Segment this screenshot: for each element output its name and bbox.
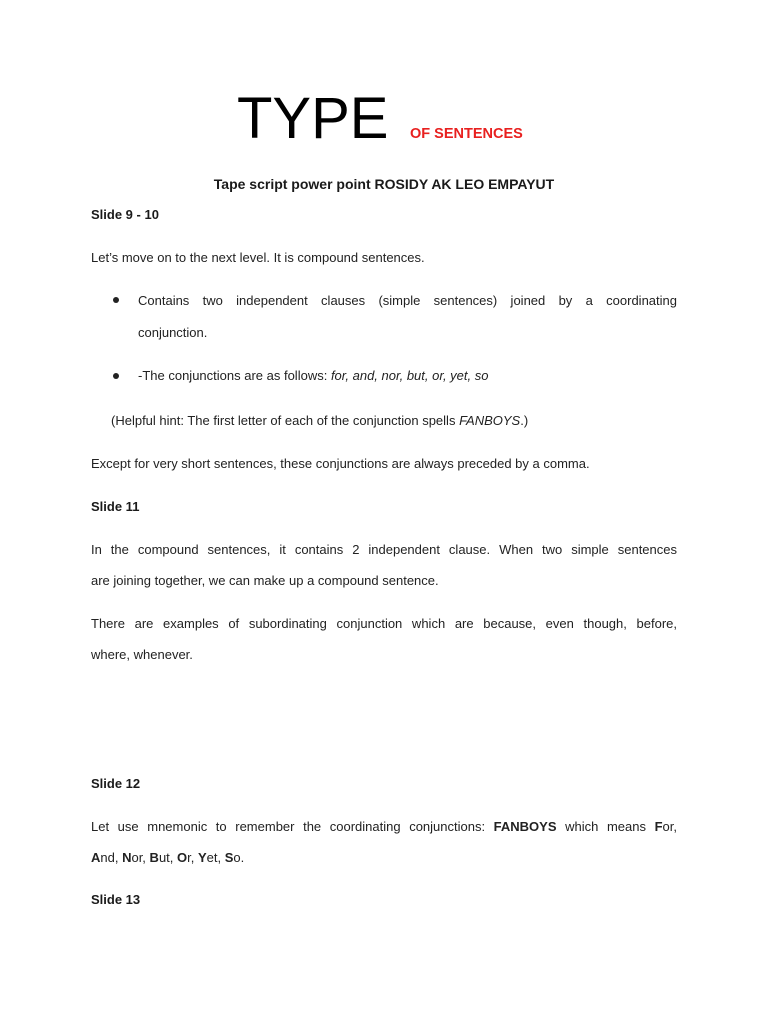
slide-11-heading: Slide 11 [91, 499, 140, 514]
page-title: TYPE [237, 86, 389, 151]
letter-a-rest: nd, [100, 850, 123, 865]
letter-f-rest: or, [662, 819, 677, 834]
letter-s: S [224, 850, 234, 865]
letter-a: A [91, 850, 101, 865]
slide-11-para-1-line-2: are joining together, we can make up a compound sentence. [91, 573, 439, 588]
except-paragraph: Except for very short sentences, these conjunctions are always preceded by a comma. [91, 456, 590, 471]
letter-n-rest: or, [131, 850, 150, 865]
letter-b-rest: ut, [158, 850, 178, 865]
bullet-2-conjunction-list: for, and, nor, but, or, yet, so [330, 368, 489, 383]
bullet-1-line-1: Contains two independent clauses (simple sentences) joined by a coordinating [138, 293, 677, 308]
slide-11-para-1-line-1: In the compound sentences, it contains 2 independent clause. When two simple sentences [91, 542, 677, 557]
slide-12-prefix: Let use mnemonic to remember the coordinating conjunctions: [91, 819, 494, 834]
letter-f: F [654, 819, 663, 834]
letter-s-rest: o. [233, 850, 245, 865]
page-title-suffix: OF SENTENCES [410, 126, 523, 142]
slide-12-fanboys: FANBOYS [493, 819, 557, 834]
hint-suffix: .) [520, 413, 529, 428]
slide-11-para-2-line-1: There are examples of subordinating conjunction which are because, even though, before, [91, 616, 677, 631]
bullet-1-line-2: conjunction. [138, 325, 208, 340]
slide-13-heading: Slide 13 [91, 892, 141, 907]
letter-y-rest: et, [206, 850, 225, 865]
document-subtitle: Tape script power point ROSIDY AK LEO EMPAYUT [213, 176, 555, 192]
letter-n: N [122, 850, 132, 865]
slide-12-line-1 [91, 818, 677, 836]
letter-y: Y [197, 850, 207, 865]
bullet-2-text [138, 367, 677, 385]
slide-12-mid: which means [556, 819, 655, 834]
hint-fanboys: FANBOYS [459, 413, 521, 428]
slide-12-line-2 [91, 849, 677, 867]
bullet-2-prefix: -The conjunctions are as follows: [138, 368, 331, 383]
slide-9-10-intro: Let’s move on to the next level. It is compound sentences. [91, 250, 425, 265]
letter-o-rest: r, [187, 850, 198, 865]
slide-12-heading: Slide 12 [91, 776, 141, 791]
helpful-hint [111, 412, 697, 430]
slide-11-para-2-line-2: where, whenever. [91, 647, 193, 662]
letter-o: O [177, 850, 188, 865]
bullet-1-marker [113, 297, 119, 303]
letter-b: B [149, 850, 159, 865]
slide-9-10-heading: Slide 9 - 10 [91, 207, 159, 222]
hint-prefix: (Helpful hint: The first letter of each of the conjunction spells [111, 413, 460, 428]
bullet-2-marker [113, 373, 119, 379]
